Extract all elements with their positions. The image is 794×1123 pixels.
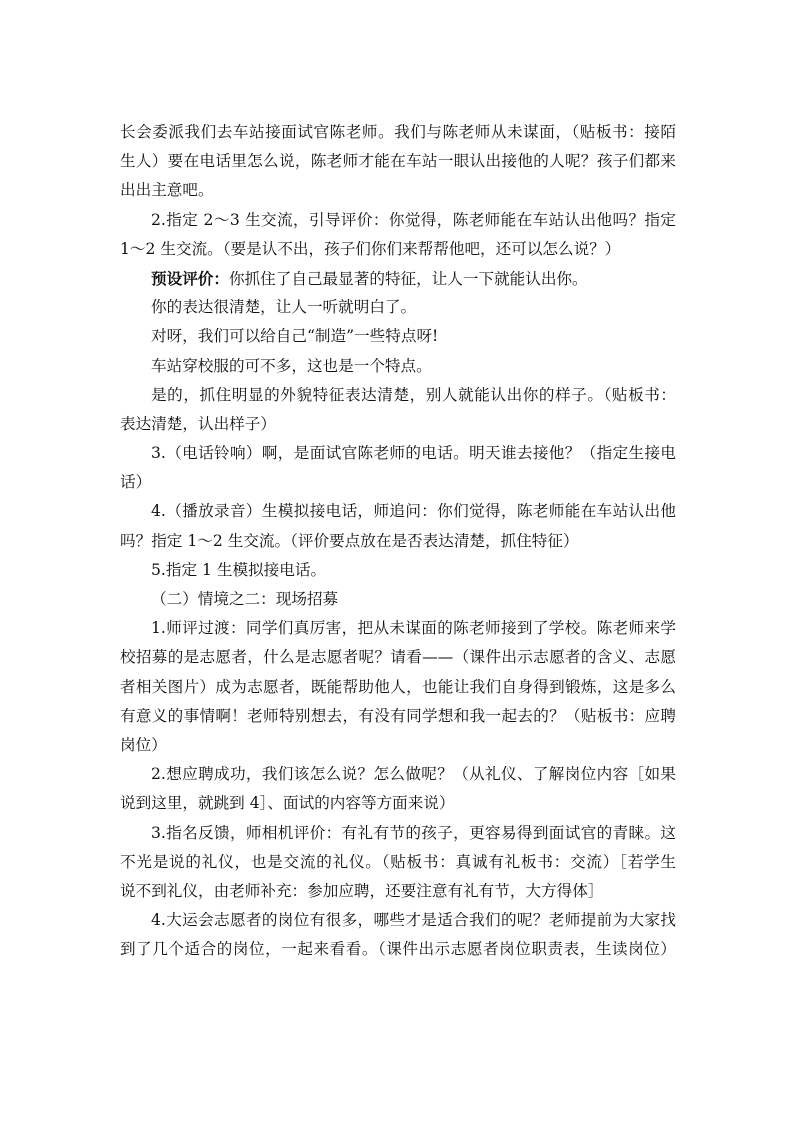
text-line: 长会委派我们去车站接面试官陈老师。我们与陈老师从未谋面，（贴板书：接陌 [120, 123, 676, 141]
text-line: 到了几个适合的岗位，一起来看看。（课件出示志愿者岗位职责表，生读岗位） [120, 940, 676, 959]
text-line: 1～2 生交流。（要是认不出，孩子们你们来帮帮他吧，还可以怎么说？） [120, 239, 621, 258]
text-line: 说到这里，就跳到 4］、面试的内容等方面来说） [120, 794, 455, 813]
text-line: 4.大运会志愿者的岗位有很多，哪些才是适合我们的呢？老师提前为大家找 [151, 911, 676, 930]
text-line: 1.师评过渡：同学们真厉害，把从未谋面的陈老师接到了学校。陈老师来学 [151, 619, 676, 638]
text-line: 不光是说的礼仪，也是交流的礼仪。（贴板书：真诚有礼板书：交流）［若学生 [120, 852, 676, 871]
text-line: 对呀，我们可以给自己“制造”一些特点呀! [151, 327, 439, 346]
text-line: 出出主意吧。 [120, 181, 214, 200]
text-line: 你的表达很清楚，让人一听就明白了。 [151, 298, 417, 317]
text-line: 说不到礼仪，由老师补充：参加应聘，还要注意有礼有节，大方得体］ [120, 881, 604, 900]
text-line: 车站穿校服的可不多，这也是一个特点。 [151, 356, 432, 375]
text-line: 者相关图片）成为志愿者，既能帮助他人，也能让我们自身得到锻炼，这是多么 [120, 677, 676, 696]
text-line: 校招募的是志愿者，什么是志愿者呢？请看——（课件出示志愿者的含义、志愿 [120, 648, 676, 667]
lesson-text [120, 118, 676, 964]
text-line: 岗位） [120, 735, 167, 754]
text-line: 话） [120, 473, 152, 492]
text-line: 2.想应聘成功，我们该怎么说？怎么做呢？（从礼仪、了解岗位内容［如果 [151, 765, 676, 784]
preset-evaluation-label: 预设评价： [151, 268, 229, 288]
text-line: 2.指定 2～3 生交流，引导评价：你觉得，陈老师能在车站认出他吗？指定 [151, 210, 676, 229]
preset-evaluation-line [120, 264, 676, 293]
text-line: 5.指定 1 生模拟接电话。 [151, 560, 327, 579]
text-line: 有意义的事情啊！老师特别想去，有没有同学想和我一起去的？（贴板书：应聘 [120, 706, 676, 725]
text-line: 是的，抓住明显的外貌特征表达清楚，别人就能认出你的样子。（贴板书： [151, 385, 676, 404]
text-line: 3.（电话铃响）啊，是面试官陈老师的电话。明天谁去接他？（指定生接电 [151, 444, 676, 463]
section-heading: （二）情境之二：现场招募 [151, 590, 339, 608]
text-line: 表达清楚，认出样子） [120, 414, 276, 433]
text-line: 生人）要在电话里怎么说，陈老师才能在车站一眼认出接他的人呢？孩子们都来 [120, 152, 676, 171]
text-line: 吗？指定 1～2 生交流。（评价要点放在是否表达清楚，抓住特征） [120, 531, 579, 550]
text-line: 3.指名反馈，师相机评价：有礼有节的孩子，更容易得到面试官的青睐。这 [151, 823, 676, 842]
text-line: 4.（播放录音）生模拟接电话，师追问：你们觉得，陈老师能在车站认出他 [151, 502, 676, 521]
preset-evaluation-text: 你抓住了自己最显著的特征，让人一下就能认出你。 [228, 269, 588, 288]
